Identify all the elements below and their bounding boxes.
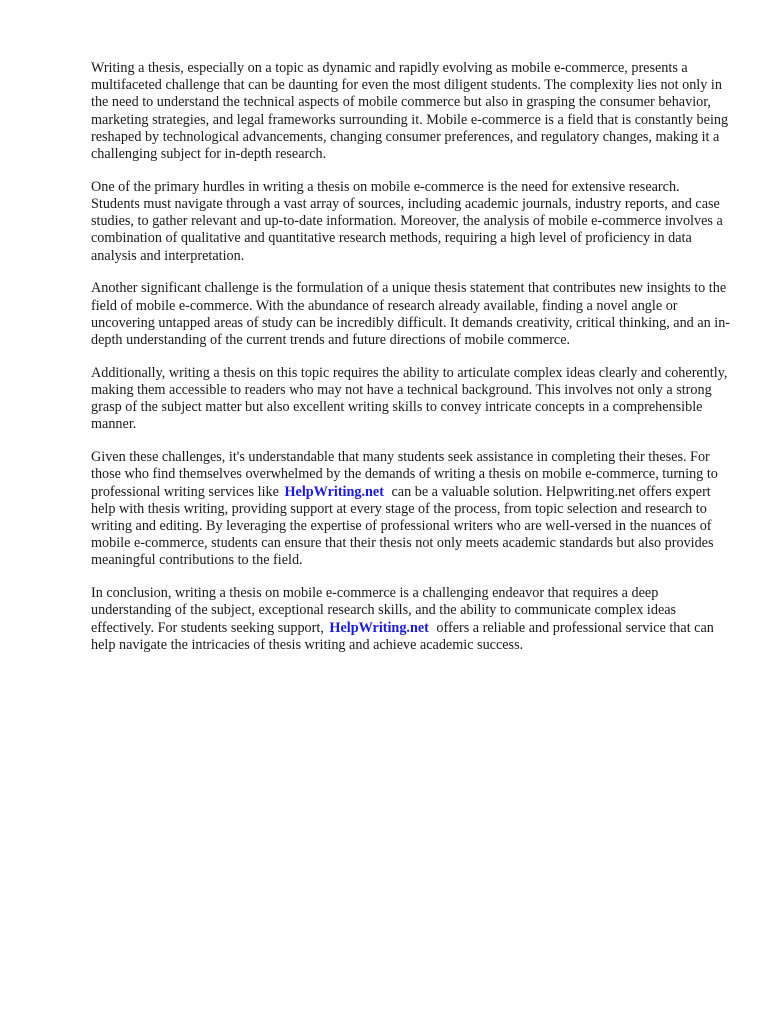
- paragraph-intro: Writing a thesis, especially on a topic as dynamic and rapidly evolving as mobile e-commerce, presents a multifaceted challenge that can be daunting for even the most diligent students. The complexity lies not only in the need to understand the technical aspects of mobile commerce but also in grasping the consumer behavior, marketing strategies, and legal frameworks surrounding it. Mobile e-commerce is a field that is constantly being reshaped by technological advancements, changing consumer preferences, and regulatory changes, making it a challenging subject for in-depth research.: [91, 60, 729, 163]
- paragraph-conclusion: [91, 585, 731, 654]
- paragraph-assistance: [91, 449, 731, 569]
- helpwriting-link-conclusion[interactable]: HelpWriting.net: [329, 619, 429, 636]
- helpwriting-link[interactable]: HelpWriting.net: [284, 483, 384, 500]
- document-body: [91, 60, 731, 670]
- paragraph-research-hurdles: One of the primary hurdles in writing a thesis on mobile e-commerce is the need for extensive research. Students must navigate through a vast array of sources, including academic journals, industry reports, and case studies, to gather relevant and up-to-date information. Moreover, the analysis of mobile e-commerce involves a combination of qualitative and quantitative research methods, requiring a high level of proficiency in data analysis and interpretation.: [91, 178, 723, 264]
- paragraph-thesis-statement: Another significant challenge is the formulation of a unique thesis statement that contributes new insights to the field of mobile e-commerce. With the abundance of research already available, finding a novel angle or uncovering untapped areas of study can be incredibly difficult. It demands creativity, critical thinking, and an in-depth understanding of the current trends and future directions of mobile commerce.: [91, 280, 731, 349]
- paragraph-assistance-text-end: can be a valuable solution. Helpwriting.net offers expert help with thesis writing, providing support at every stage of the process, from topic selection and research to writing and editing. By leveraging the expertise of professional writers who are well-versed in the nuances of mobile e-commerce, students can ensure that their thesis not only meets academic standards but also provides meaningful contributions to the field.: [91, 483, 714, 569]
- paragraph-conclusion-text-start: In conclusion, writing a thesis on mobile e-commerce is a challenging endeavor that requires a deep understanding of the subject, exceptional research skills, and the ability to communicate complex ideas effectively. For students seeking support,: [91, 585, 677, 636]
- paragraph-writing-skills: Additionally, writing a thesis on this topic requires the ability to articulate complex ideas clearly and coherently, making them accessible to readers who may not have a technical background. This involves not only a strong grasp of the subject matter but also excellent writing skills to convey intricate concepts in a comprehensible manner.: [91, 364, 728, 433]
- paragraph-conclusion-text-end: offers a reliable and professional service that can help navigate the intricacies of thesis writing and achieve academic success.: [91, 619, 714, 653]
- paragraph-assistance-text-start: Given these challenges, it's understandable that many students seek assistance in completing their theses. For those who find themselves overwhelmed by the demands of writing a thesis on mobile e-commerce, turning to professional writing services like: [91, 449, 718, 500]
